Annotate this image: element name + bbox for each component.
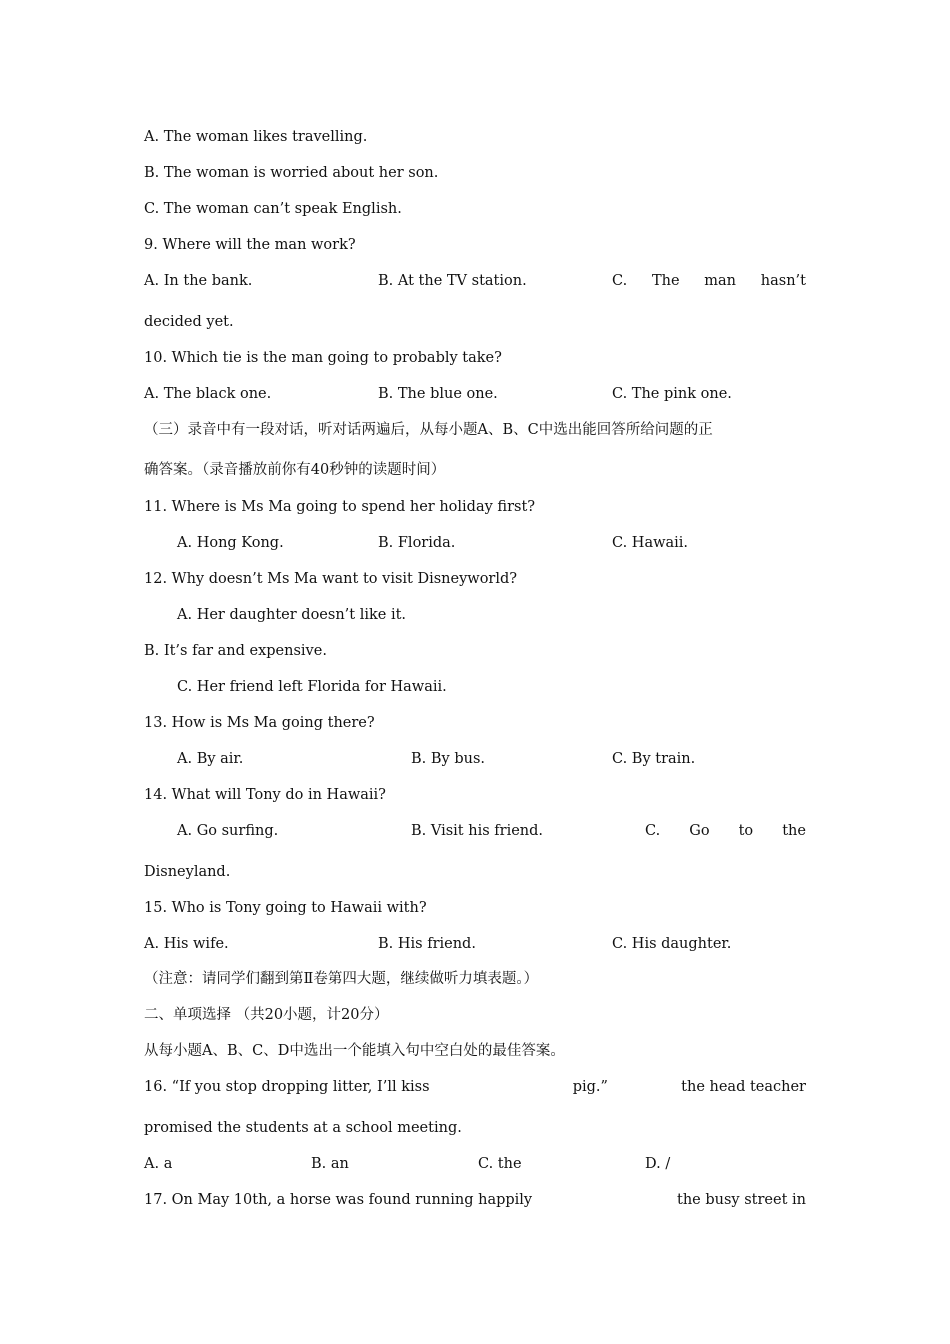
q15-stem: 15. Who is Tony going to Hawaii with? <box>144 900 427 916</box>
q16-stem-continued: promised the students at a school meeting. <box>144 1120 462 1136</box>
q12-option-b: B. It’s far and expensive. <box>144 643 327 659</box>
q10-option-b: B. The blue one. <box>378 386 498 402</box>
q9-option-b: B. At the TV station. <box>378 273 527 289</box>
q8-option-b: B. The woman is worried about her son. <box>144 165 439 181</box>
part2-title: 二、单项选择 （共20小题，计20分） <box>144 1007 389 1023</box>
q16-option-c: C. the <box>478 1156 522 1172</box>
q11-option-a: A. Hong Kong. <box>177 535 284 551</box>
q10-option-c: C. The pink one. <box>612 386 732 402</box>
q9-option-a: A. In the bank. <box>144 273 253 289</box>
q16-stem-part: pig.” <box>572 1079 608 1095</box>
q9-option-c-word: hasn’t <box>760 273 806 289</box>
q16-stem-part: 16. “If you stop dropping litter, I’ll kiss <box>144 1079 430 1095</box>
q9-option-c <box>612 271 806 291</box>
q12-stem: 12. Why doesn’t Ms Ma want to visit Disneyworld? <box>144 571 518 587</box>
q16-stem <box>144 1077 806 1097</box>
q9-option-c-word: man <box>704 273 737 289</box>
q13-option-c: C. By train. <box>612 751 696 767</box>
section3-instruction-continued: 确答案。（录音播放前你有40秒钟的读题时间） <box>144 462 446 478</box>
q11-stem: 11. Where is Ms Ma going to spend her holiday first? <box>144 499 536 515</box>
q16-option-a: A. a <box>144 1156 173 1172</box>
q8-option-a: A. The woman likes travelling. <box>144 129 368 145</box>
q13-option-a: A. By air. <box>177 751 244 767</box>
q16-stem-part: the head teacher <box>681 1079 806 1095</box>
q12-option-a: A. Her daughter doesn’t like it. <box>177 607 407 623</box>
q8-option-c: C. The woman can’t speak English. <box>144 201 402 217</box>
q11-option-b: B. Florida. <box>378 535 456 551</box>
q14-option-c <box>645 821 806 841</box>
q14-option-c-word: Go <box>689 823 710 839</box>
q14-stem: 14. What will Tony do in Hawaii? <box>144 787 386 803</box>
q15-option-b: B. His friend. <box>378 936 476 952</box>
q10-stem: 10. Which tie is the man going to probably take? <box>144 350 502 366</box>
q14-option-c-word: to <box>738 823 754 839</box>
q12-option-c: C. Her friend left Florida for Hawaii. <box>177 679 447 695</box>
q16-option-d: D. / <box>645 1156 671 1172</box>
q13-stem: 13. How is Ms Ma going there? <box>144 715 375 731</box>
q17-stem <box>144 1190 806 1210</box>
q9-stem: 9. Where will the man work? <box>144 237 356 253</box>
q17-stem-part: 17. On May 10th, a horse was found running happily <box>144 1192 533 1208</box>
listening-note: （注意：请同学们翻到第Ⅱ卷第四大题，继续做听力填表题。） <box>144 971 539 987</box>
q14-option-a: A. Go surfing. <box>177 823 279 839</box>
q9-option-c-continued: decided yet. <box>144 314 234 330</box>
q17-stem-part: the busy street in <box>677 1192 806 1208</box>
q10-option-a: A. The black one. <box>144 386 272 402</box>
q9-option-c-word: The <box>651 273 680 289</box>
q14-option-c-word: C. <box>645 823 661 839</box>
q15-option-c: C. His daughter. <box>612 936 732 952</box>
q14-option-c-word: the <box>782 823 806 839</box>
section3-instruction: （三）录音中有一段对话，听对话两遍后，从每小题A、B、C中选出能回答所给问题的正 <box>144 422 713 438</box>
q16-option-b: B. an <box>311 1156 349 1172</box>
part2-instruction: 从每小题A、B、C、D中选出一个能填入句中空白处的最佳答案。 <box>144 1043 565 1059</box>
q11-option-c: C. Hawaii. <box>612 535 689 551</box>
q13-option-b: B. By bus. <box>411 751 486 767</box>
q14-option-c-continued: Disneyland. <box>144 864 231 880</box>
q14-option-b: B. Visit his friend. <box>411 823 544 839</box>
q9-option-c-word: C. <box>612 273 628 289</box>
q15-option-a: A. His wife. <box>144 936 229 952</box>
